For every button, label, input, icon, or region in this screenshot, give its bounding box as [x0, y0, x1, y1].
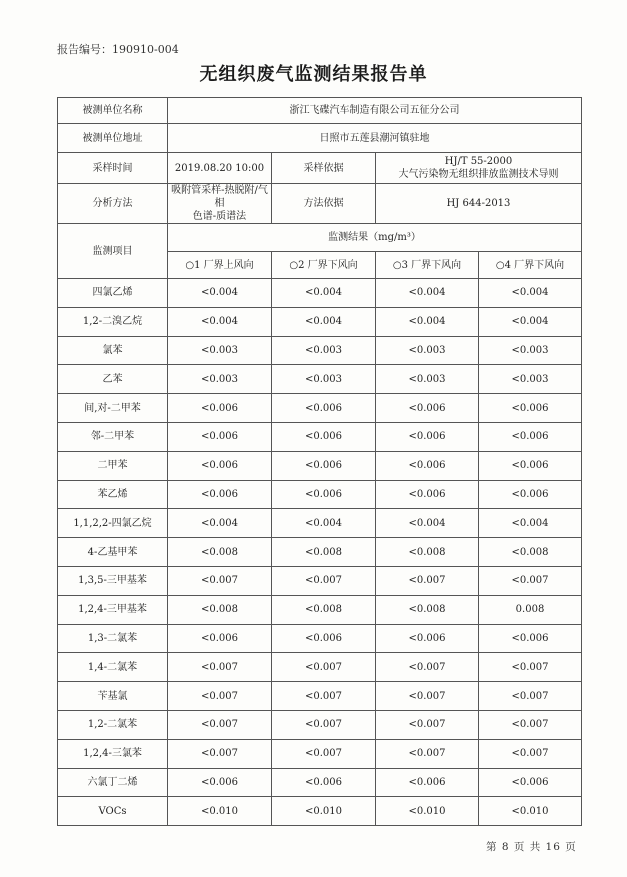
- result-value: <0.007: [168, 566, 272, 595]
- sampling-basis-standard: HJ/T 55-2000: [444, 156, 513, 167]
- pollutant-name: 六氯丁二烯: [58, 768, 168, 797]
- report-number: 报告编号：190910-004: [57, 43, 179, 56]
- result-value: <0.006: [168, 394, 272, 423]
- result-value: <0.007: [376, 653, 479, 682]
- pollutant-name: 1,2-二氯苯: [58, 710, 168, 739]
- result-value: <0.007: [479, 682, 582, 711]
- result-value: <0.006: [272, 768, 376, 797]
- result-value: <0.010: [376, 797, 479, 826]
- result-value: <0.003: [479, 336, 582, 365]
- result-value: <0.008: [168, 595, 272, 624]
- result-value: <0.006: [479, 451, 582, 480]
- unit-label: 被测单位名称: [58, 98, 168, 124]
- result-value: <0.006: [376, 422, 479, 451]
- result-value: <0.004: [168, 509, 272, 538]
- result-value: <0.003: [376, 365, 479, 394]
- result-value: <0.004: [376, 279, 479, 308]
- result-header-row: [58, 224, 582, 252]
- results-table: [57, 97, 582, 826]
- result-value: <0.010: [272, 797, 376, 826]
- unit-row: [58, 98, 582, 124]
- result-value: <0.006: [272, 451, 376, 480]
- pollutant-name: 4-乙基甲苯: [58, 538, 168, 567]
- table-row: [58, 279, 582, 308]
- result-value: <0.007: [376, 682, 479, 711]
- result-value: <0.004: [168, 307, 272, 336]
- result-value: <0.010: [168, 797, 272, 826]
- table-row: [58, 566, 582, 595]
- table-row: [58, 653, 582, 682]
- result-value: <0.007: [479, 739, 582, 768]
- result-value: <0.004: [479, 279, 582, 308]
- result-value: 0.008: [479, 595, 582, 624]
- table-row: [58, 336, 582, 365]
- pollutant-name: 苯乙烯: [58, 480, 168, 509]
- result-value: <0.006: [168, 422, 272, 451]
- sampling-basis-label: 采样依据: [272, 153, 376, 184]
- unit-value: 浙江飞碟汽车制造有限公司五征分公司: [168, 98, 582, 124]
- result-value: <0.004: [168, 279, 272, 308]
- pollutant-name: 1,1,2,2-四氯乙烷: [58, 509, 168, 538]
- result-value: <0.008: [168, 538, 272, 567]
- result-value: <0.007: [272, 653, 376, 682]
- address-label: 被测单位地址: [58, 124, 168, 153]
- result-value: <0.006: [272, 394, 376, 423]
- result-value: <0.006: [376, 768, 479, 797]
- table-row: [58, 307, 582, 336]
- sampling-row: [58, 153, 582, 184]
- pollutant-name: 邻-二甲苯: [58, 422, 168, 451]
- result-value: <0.006: [168, 624, 272, 653]
- result-value: <0.006: [479, 624, 582, 653]
- result-value: <0.006: [272, 624, 376, 653]
- page-indicator: 第 8 页 共 16 页: [486, 841, 577, 853]
- result-value: <0.007: [272, 566, 376, 595]
- result-value: <0.007: [272, 682, 376, 711]
- pollutant-name: 1,3-二氯苯: [58, 624, 168, 653]
- result-value: <0.007: [376, 710, 479, 739]
- result-value: <0.006: [376, 624, 479, 653]
- result-value: <0.007: [376, 739, 479, 768]
- method-label: 分析方法: [58, 184, 168, 224]
- result-value: <0.007: [479, 566, 582, 595]
- result-unit-label: 监测结果（mg/m³）: [168, 224, 582, 252]
- sampling-time-label: 采样时间: [58, 153, 168, 184]
- pollutant-name: 氯苯: [58, 336, 168, 365]
- result-value: <0.006: [168, 451, 272, 480]
- table-row: [58, 624, 582, 653]
- result-value: <0.008: [376, 538, 479, 567]
- result-value: <0.008: [376, 595, 479, 624]
- result-value: <0.006: [376, 394, 479, 423]
- result-value: <0.008: [272, 538, 376, 567]
- result-value: <0.004: [479, 509, 582, 538]
- result-value: <0.003: [272, 336, 376, 365]
- result-value: <0.008: [272, 595, 376, 624]
- method-row: [58, 184, 582, 224]
- pollutant-name: 二甲苯: [58, 451, 168, 480]
- pollutant-name: 间,对-二甲苯: [58, 394, 168, 423]
- result-value: <0.006: [376, 451, 479, 480]
- table-row: [58, 710, 582, 739]
- result-value: <0.007: [168, 682, 272, 711]
- pollutant-name: VOCs: [58, 797, 168, 826]
- result-value: <0.006: [272, 422, 376, 451]
- pollutant-name: 四氯乙烯: [58, 279, 168, 308]
- table-row: [58, 797, 582, 826]
- result-value: <0.006: [168, 768, 272, 797]
- pollutant-name: 1,2,4-三氯苯: [58, 739, 168, 768]
- result-value: <0.006: [479, 394, 582, 423]
- method-basis-label: 方法依据: [272, 184, 376, 224]
- method-line-2: 色谱-质谱法: [192, 211, 247, 222]
- table-row: [58, 768, 582, 797]
- method-basis-value: HJ 644-2013: [376, 184, 582, 224]
- result-value: <0.004: [272, 279, 376, 308]
- pollutant-name: 1,3,5-三甲基苯: [58, 566, 168, 595]
- method-line-1: 吸附管采样-热脱附/气相: [171, 185, 268, 209]
- result-value: <0.004: [376, 307, 479, 336]
- result-value: <0.004: [376, 509, 479, 538]
- location-4-header: ○4 厂界下风向: [479, 252, 582, 279]
- result-value: <0.007: [168, 653, 272, 682]
- sampling-basis-description: 大气污染物无组织排放监测技术导则: [398, 169, 559, 180]
- result-value: <0.003: [479, 365, 582, 394]
- result-value: <0.010: [479, 797, 582, 826]
- monitoring-item-label: 监测项目: [58, 224, 168, 279]
- result-value: <0.007: [479, 653, 582, 682]
- table-row: [58, 509, 582, 538]
- pollutant-name: 1,2,4-三甲基苯: [58, 595, 168, 624]
- table-row: [58, 480, 582, 509]
- table-row: [58, 538, 582, 567]
- address-row: [58, 124, 582, 153]
- table-row: [58, 682, 582, 711]
- pollutant-name: 苄基氯: [58, 682, 168, 711]
- sampling-time-value: 2019.08.20 10:00: [168, 153, 272, 184]
- pollutant-name: 1,2-二溴乙烷: [58, 307, 168, 336]
- result-value: <0.003: [376, 336, 479, 365]
- report-title: 无组织废气监测结果报告单: [199, 64, 428, 85]
- table-row: [58, 422, 582, 451]
- location-2-header: ○2 厂界下风向: [272, 252, 376, 279]
- table-row: [58, 739, 582, 768]
- result-value: <0.004: [272, 509, 376, 538]
- result-value: <0.007: [272, 710, 376, 739]
- result-value: <0.006: [479, 480, 582, 509]
- table-row: [58, 365, 582, 394]
- result-value: <0.003: [168, 336, 272, 365]
- result-value: <0.006: [479, 768, 582, 797]
- location-3-header: ○3 厂界下风向: [376, 252, 479, 279]
- address-value: 日照市五莲县潮河镇驻地: [168, 124, 582, 153]
- table-row: [58, 595, 582, 624]
- result-value: <0.006: [479, 422, 582, 451]
- result-value: <0.007: [479, 710, 582, 739]
- sampling-basis-value: [376, 153, 582, 184]
- result-value: <0.007: [168, 739, 272, 768]
- pollutant-name: 乙苯: [58, 365, 168, 394]
- result-value: <0.004: [272, 307, 376, 336]
- location-1-header: ○1 厂界上风向: [168, 252, 272, 279]
- result-value: <0.003: [168, 365, 272, 394]
- result-value: <0.007: [168, 710, 272, 739]
- table-row: [58, 451, 582, 480]
- result-value: <0.007: [272, 739, 376, 768]
- method-value: [168, 184, 272, 224]
- result-value: <0.006: [376, 480, 479, 509]
- result-value: <0.008: [479, 538, 582, 567]
- pollutant-name: 1,4-二氯苯: [58, 653, 168, 682]
- result-value: <0.003: [272, 365, 376, 394]
- result-value: <0.004: [479, 307, 582, 336]
- table-row: [58, 394, 582, 423]
- result-value: <0.006: [168, 480, 272, 509]
- result-value: <0.006: [272, 480, 376, 509]
- result-value: <0.007: [376, 566, 479, 595]
